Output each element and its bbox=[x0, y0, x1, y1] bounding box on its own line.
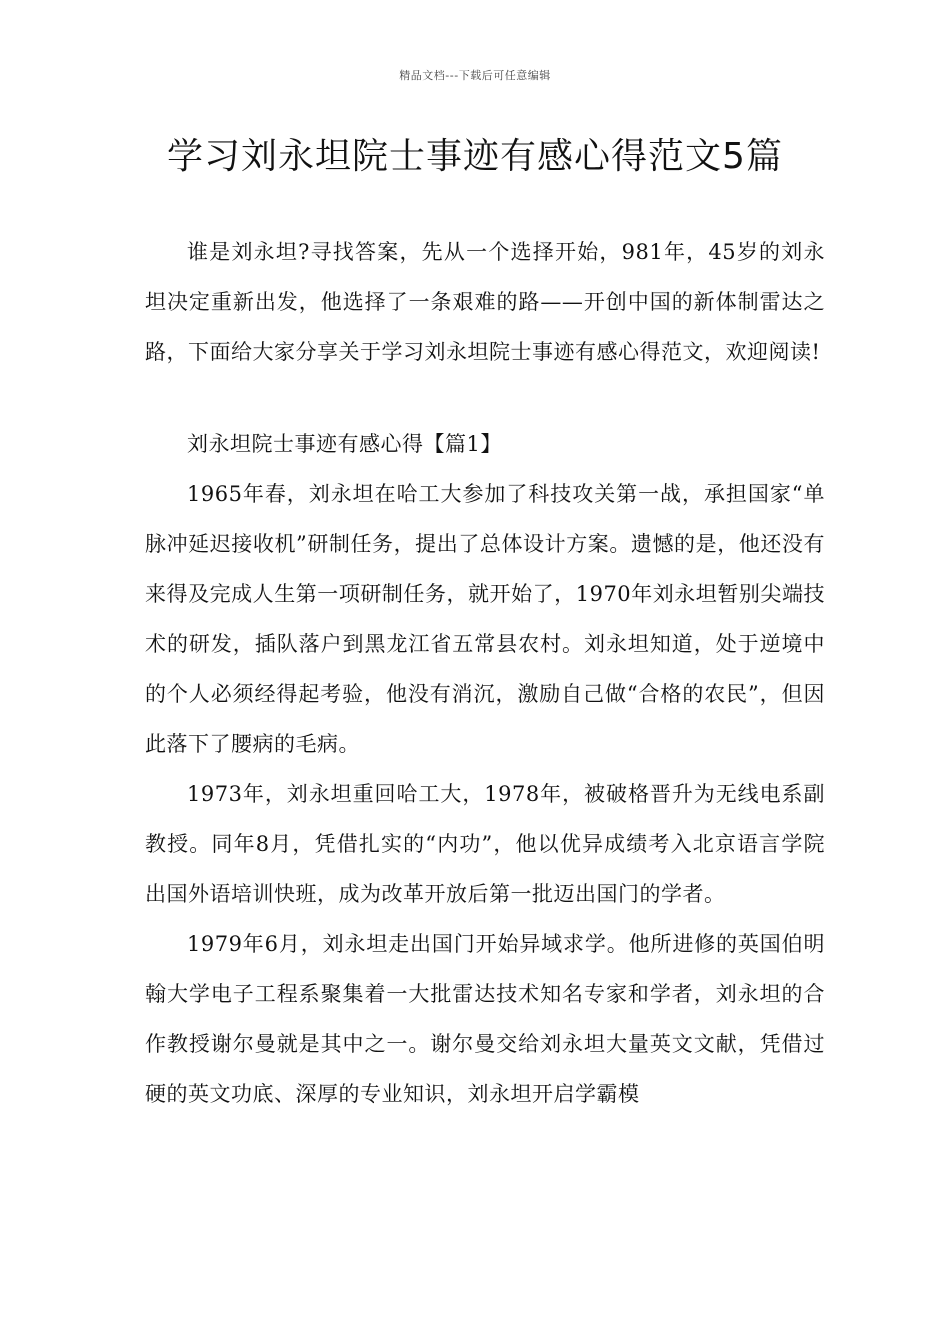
document-body bbox=[145, 227, 825, 1119]
section-heading: 刘永坦院士事迹有感心得【篇1】 bbox=[187, 432, 502, 456]
intro-paragraph: 谁是刘永坦?寻找答案，先从一个选择开始，981年，45岁的刘永坦决定重新出发，他选择了一条艰难的路——开创中国的新体制雷达之路，下面给大家分享关于学习刘永坦院士事迹有感心得范文，欢迎阅读! bbox=[145, 240, 825, 364]
body-paragraph: 1965年春，刘永坦在哈工大参加了科技攻关第一战，承担国家“单脉冲延迟接收机”研制任务，提出了总体设计方案。遗憾的是，他还没有来得及完成人生第一项研制任务，就开始了，1970年刘永坦暂别尖端技术的研发，插队落户到黑龙江省五常县农村。刘永坦知道，处于逆境中的个人必须经得起考验，他没有消沉，激励自己做“合格的农民”，但因此落下了腰病的毛病。 bbox=[145, 482, 825, 756]
header-note: 精品文档---下载后可任意编辑 bbox=[399, 69, 551, 82]
section-spacer bbox=[145, 377, 825, 419]
page-title: 学习刘永坦院士事迹有感心得范文5篇 bbox=[167, 136, 783, 177]
body-paragraph: 1973年，刘永坦重回哈工大，1978年，被破格晋升为无线电系副教授。同年8月，凭借扎实的“内功”，他以优异成绩考入北京语言学院出国外语培训快班，成为改革开放后第一批迈出国门的学者。 bbox=[145, 782, 825, 906]
body-paragraph: 1979年6月，刘永坦走出国门开始异域求学。他所进修的英国伯明翰大学电子工程系聚集着一大批雷达技术知名专家和学者，刘永坦的合作教授谢尔曼就是其中之一。谢尔曼交给刘永坦大量英文文献，凭借过硬的英文功底、深厚的专业知识，刘永坦开启学霸模 bbox=[145, 932, 825, 1106]
